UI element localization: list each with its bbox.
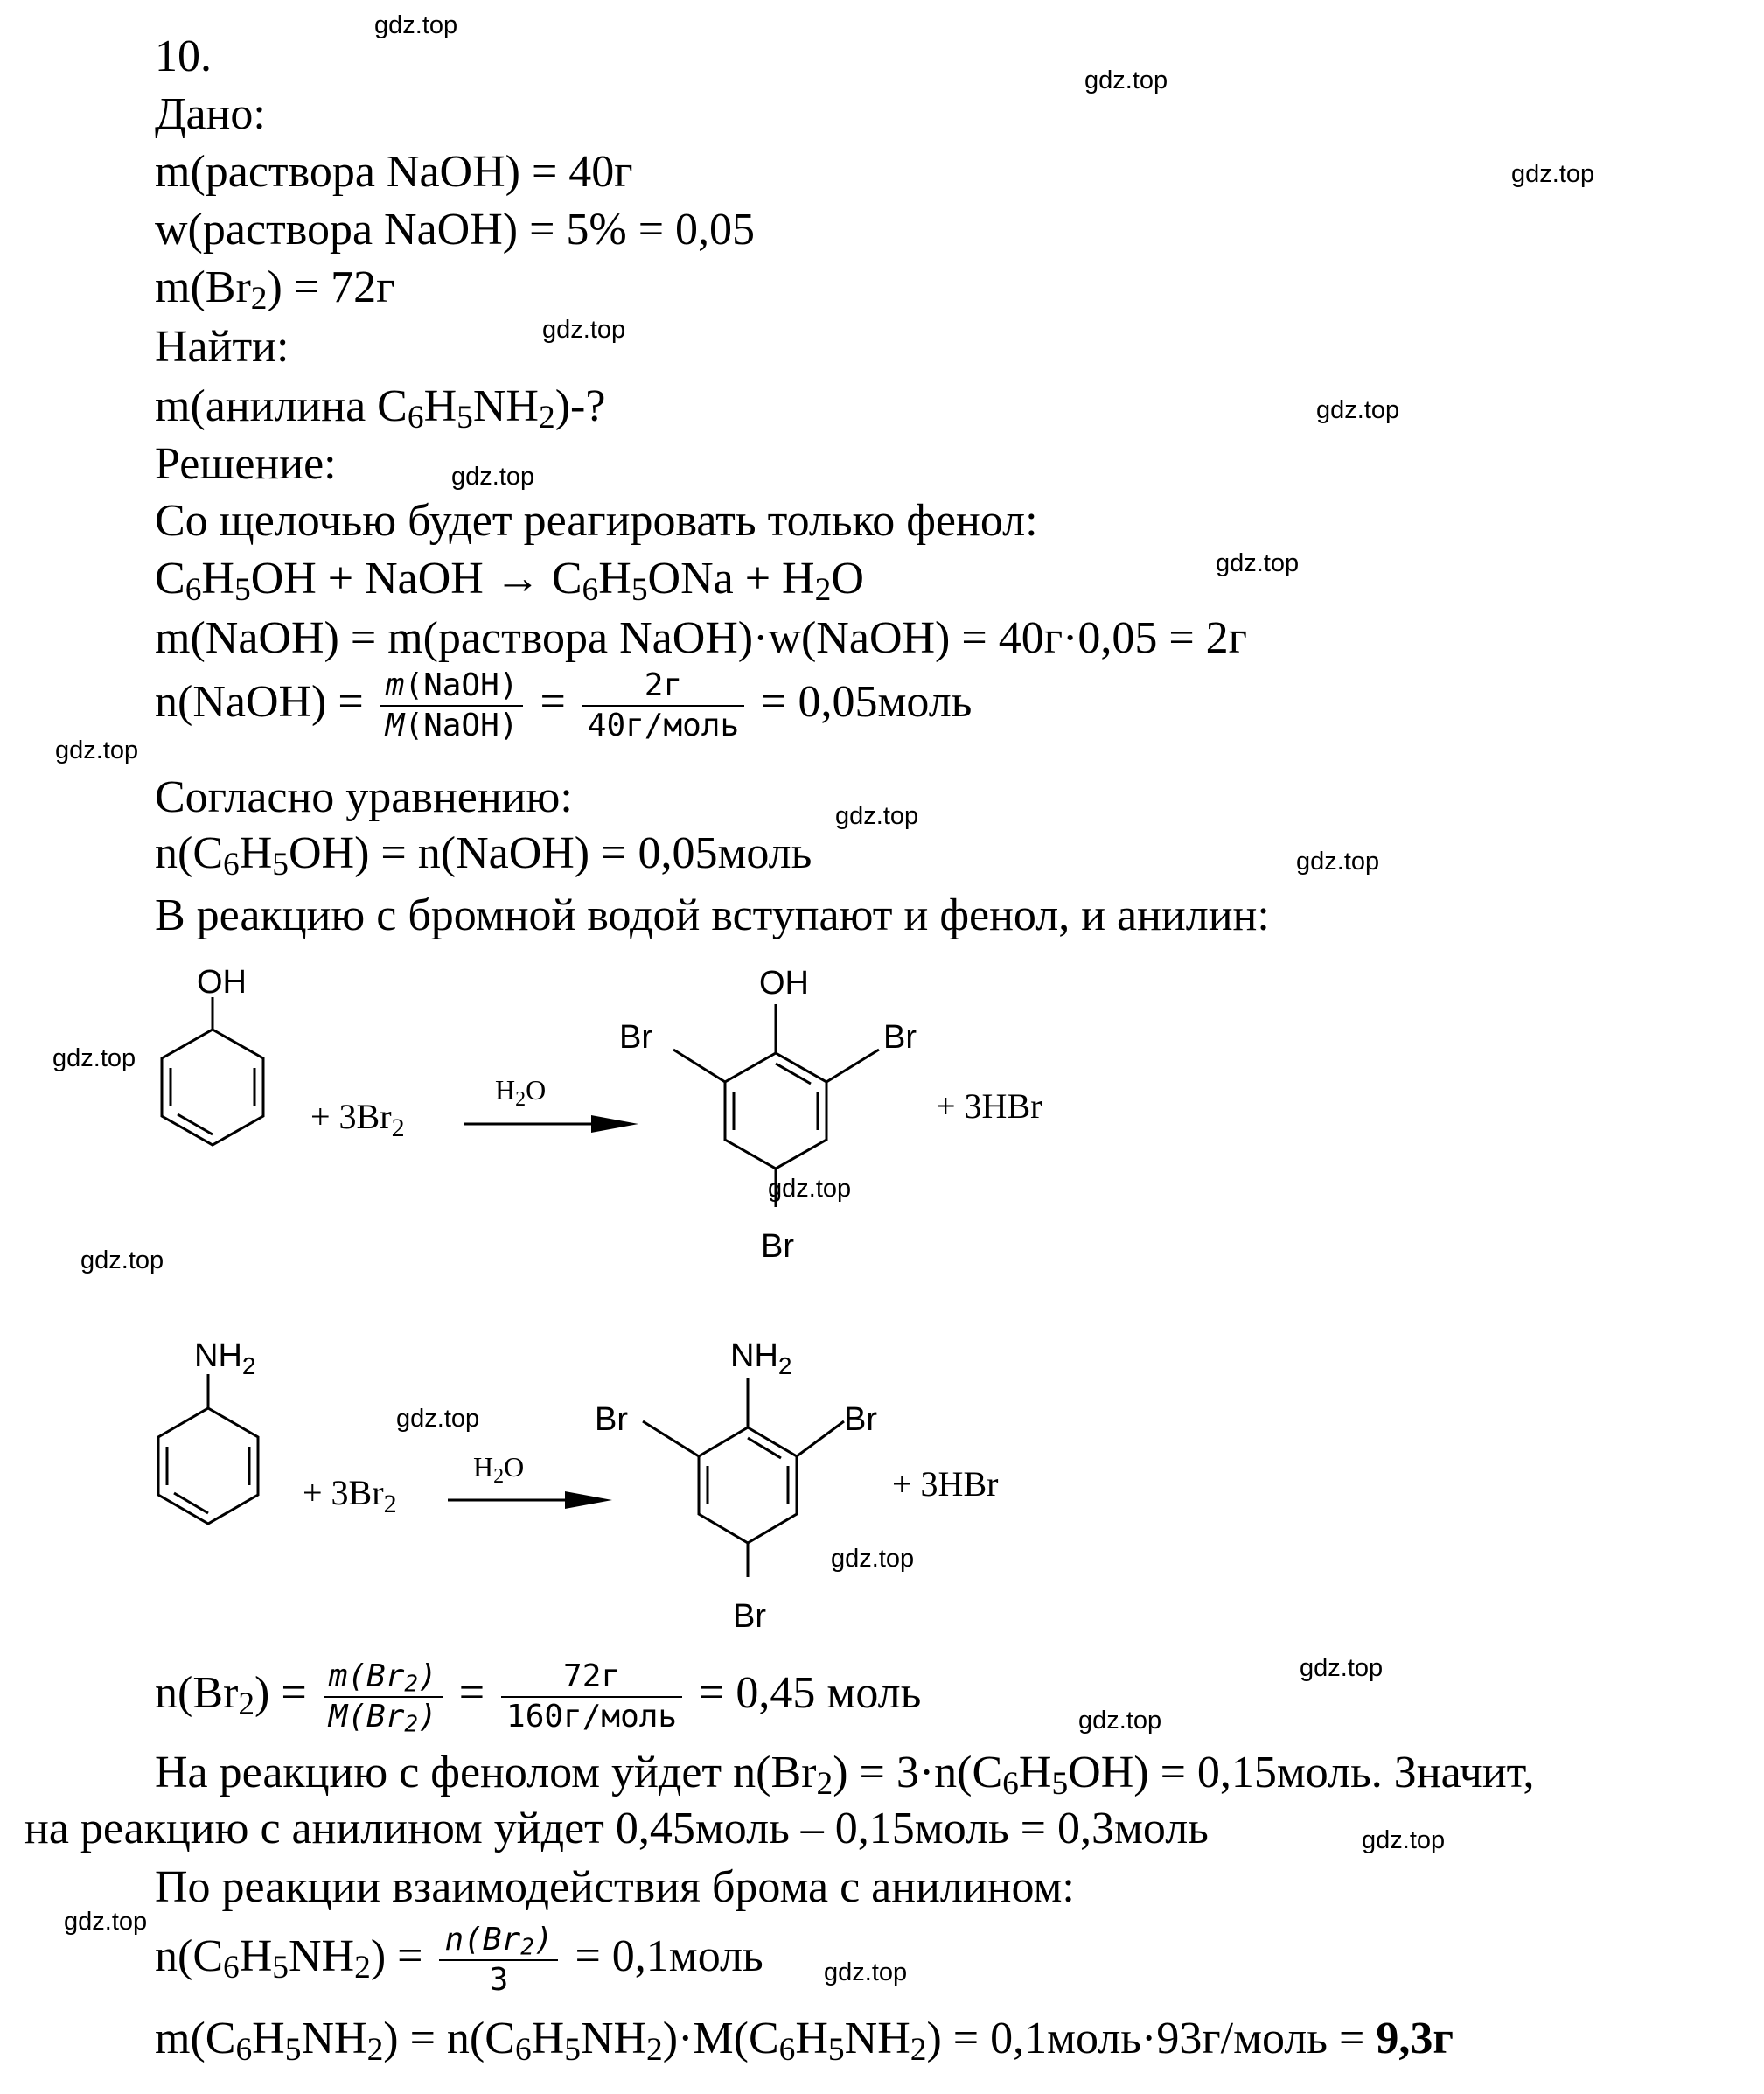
watermark: gdz.top — [1296, 848, 1380, 876]
solution-text: Со щелочью будет реагировать только фенол: — [155, 496, 1038, 546]
condition-label: $H_2O$ — [495, 1074, 547, 1111]
reaction-arrow — [448, 1491, 612, 1509]
benzene-ring — [643, 1378, 844, 1577]
bromine-moles-calc: $n(Br_2)$ = $\frac{m(Br_2)}{M(Br_2)}$ = $\frac{72г}{\text{160г/моль}}$ = 0,45 моль — [155, 1658, 922, 1738]
substituent-label: OH — [759, 965, 809, 1002]
watermark: gdz.top — [1511, 160, 1595, 188]
watermark: gdz.top — [80, 1246, 164, 1274]
given-bromine-mass: $m(Br_2) = 72г$ — [155, 262, 395, 318]
bromine-aniline-split: на реакцию с анилином уйдет 0,45моль – 0,15моль = 0,3моль — [24, 1804, 1209, 1853]
solution-text: В реакцию с бромной водой вступают и фенол, и анилин: — [155, 890, 1270, 940]
watermark: gdz.top — [542, 316, 626, 344]
bromine-phenol-split: На реакцию с фенолом уйдет $n(Br_2) = 3\cdot n(C_6H_5OH)$ = 0,15моль. Значит, — [155, 1748, 1535, 1803]
bromine-label: Br — [761, 1228, 794, 1265]
benzene-ring — [158, 1374, 258, 1524]
final-answer: 9,3г — [1376, 2014, 1454, 2063]
watermark: gdz.top — [396, 1405, 480, 1433]
given-mass-fraction: w(раствора NaOH) = 5% = 0,05 — [155, 205, 756, 255]
phenol-bromination-scheme — [0, 945, 1137, 1295]
bromine-label: Br — [595, 1401, 628, 1438]
naoh-mass-calc: m(NaOH) = m(раствора NaOH)·w(NaOH) = 40г·0,05 = 2г — [155, 613, 1247, 663]
solution-text: По реакции взаимодействия брома с анилином: — [155, 1862, 1075, 1912]
watermark: gdz.top — [374, 11, 458, 39]
watermark: gdz.top — [768, 1175, 852, 1203]
bromine-label: Br — [883, 1019, 917, 1056]
phenol-moles: $n(C_6H_5OH)$ = n(NaOH) = 0,05моль — [155, 828, 812, 883]
watermark: gdz.top — [55, 736, 139, 764]
watermark: gdz.top — [1316, 396, 1400, 424]
solution-text: Согласно уравнению: — [155, 772, 573, 822]
naoh-moles-calc: n(NaOH) = $\frac{\text{m(NaOH)}}{\text{M(NaOH)}}$ = $\frac{2г}{\text{40г/моль}}$ = 0,05моль — [155, 667, 973, 743]
bromine-label: Br — [844, 1401, 877, 1438]
fraction: $\frac{n(Br_2)}{3}$ — [439, 1921, 558, 2000]
solution-heading: Решение: — [155, 439, 337, 489]
benzene-ring — [162, 997, 263, 1145]
reaction-arrow — [464, 1115, 638, 1133]
watermark: gdz.top — [64, 1908, 148, 1936]
watermark: gdz.top — [1078, 1707, 1162, 1735]
watermark: gdz.top — [52, 1044, 136, 1072]
fraction: $\frac{m(Br_2)}{M(Br_2)}$ — [324, 1658, 443, 1736]
substituent-label: OH — [197, 964, 247, 1001]
fraction: $\frac{2г}{\text{40г/моль}}$ — [582, 667, 744, 745]
benzene-ring — [673, 1004, 879, 1207]
watermark: gdz.top — [1216, 549, 1300, 577]
watermark: gdz.top — [824, 1958, 908, 1986]
aniline-moles-calc: $n(C_6H_5NH_2)$ = $\frac{n(Br_2)}{3}$ = 0,1моль — [155, 1922, 763, 1998]
fraction: $\frac{72г}{\text{160г/моль}}$ — [501, 1658, 682, 1736]
problem-number: 10. — [155, 31, 212, 81]
byproduct-label: + 3HBr — [936, 1086, 1042, 1126]
aniline-bromination-scheme — [0, 1316, 1137, 1666]
reagent-label: + $3Br_2$ — [303, 1473, 397, 1518]
watermark: gdz.top — [835, 802, 919, 830]
find-heading: Найти: — [155, 322, 289, 372]
given-solution-mass: m(раствора NaOH) = 40г — [155, 147, 633, 197]
bromine-label: Br — [733, 1598, 766, 1635]
bromine-label: Br — [619, 1019, 652, 1056]
watermark: gdz.top — [1300, 1654, 1384, 1682]
condition-label: $H_2O$ — [473, 1451, 525, 1488]
final-answer-line: $m(C_6H_5NH_2) = n(C_6H_5NH_2)\cdot M(C_6H_5NH_2)$ = 0,1моль·93г/моль = 9,3г — [155, 2014, 1454, 2069]
given-heading: Дано: — [155, 89, 266, 139]
find-aniline-mass: m(анилина $C_6H_5NH_2)-$? — [155, 381, 606, 436]
substituent-label: $NH_2$ — [730, 1337, 792, 1379]
watermark: gdz.top — [1362, 1826, 1446, 1854]
phenol-naoh-equation: $C_6H_5OH$ + NaOH → $C_6H_5ONa + H_2O$ — [155, 554, 864, 609]
fraction: $\frac{\text{m(NaOH)}}{\text{M(NaOH)}}$ — [380, 667, 524, 745]
substituent-label: $NH_2$ — [194, 1337, 256, 1379]
watermark: gdz.top — [451, 463, 535, 491]
watermark: gdz.top — [1084, 66, 1168, 94]
watermark: gdz.top — [831, 1545, 915, 1573]
byproduct-label: + 3HBr — [892, 1464, 999, 1504]
reagent-label: + $3Br_2$ — [310, 1097, 405, 1142]
